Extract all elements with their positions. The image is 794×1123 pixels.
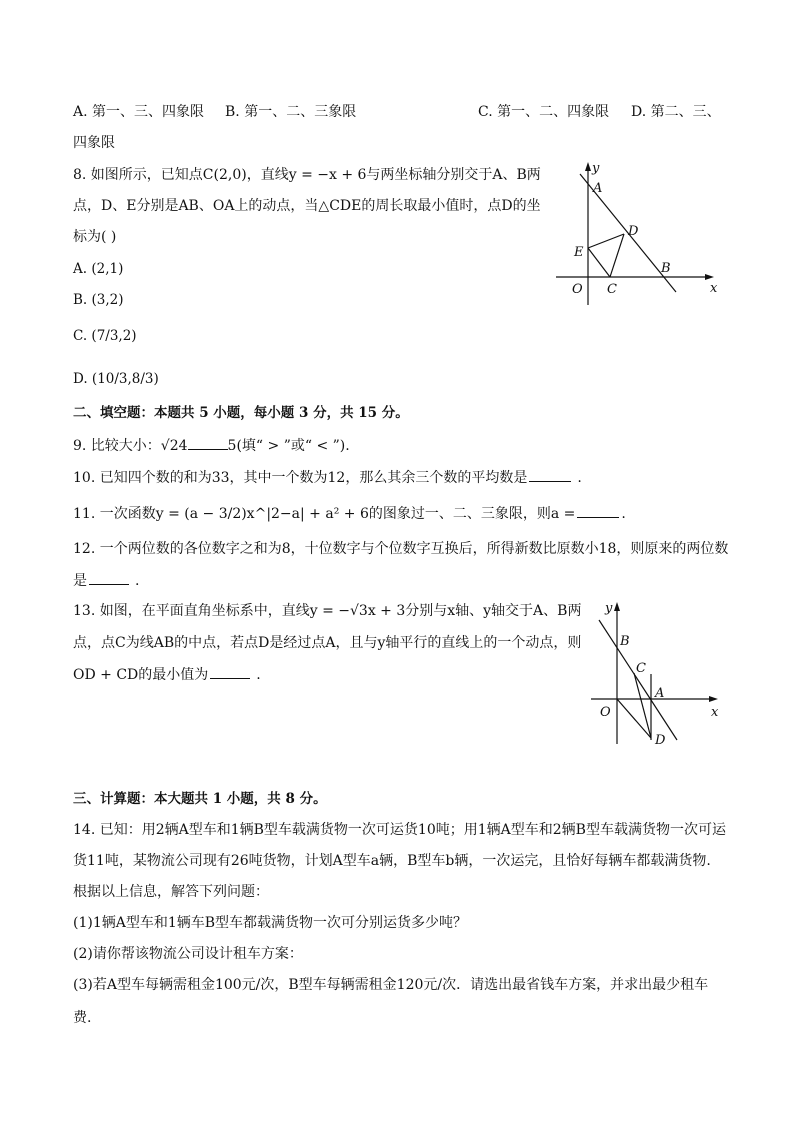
q14-subquestion-2: (2)请你帮该物流公司设计租车方案： [73,946,303,962]
q10-text-pre: 10. 已知四个数的和为33，其中一个数为12，那么其余三个数的平均数是 [73,470,528,486]
q14-subquestion-3-line1: (3)若A型车每辆需租金100元/次，B型车每辆需租金120元/次．请选出最省钱车方案，并求出最少租车 [73,977,709,993]
q13-label-d: D [655,733,666,748]
q12-text-line2 [73,570,139,591]
q12-answer-blank[interactable] [89,570,129,585]
q12-text-line1: 12. 一个两位数的各位数字之和为8，十位数字与个位数字互换后，所得新数比原数小18，则原来的两位数 [73,541,729,557]
q7-option-c: C. 第一、二、四象限 [478,104,610,120]
q14-text-line1: 14. 已知：用2辆A型车和1辆B型车载满货物一次可运货10吨；用1辆A型车和2辆B型车载满货物一次可运 [73,822,726,838]
section-3-heading: 三、计算题：本大题共 1 小题，共 8 分。 [73,791,327,807]
q13-text-line3 [73,664,261,685]
q8-label-e: E [574,245,584,260]
q9-answer-blank[interactable] [188,435,228,450]
q11-text [73,503,626,524]
q14-text-line2: 货11吨，某物流公司现有26吨货物，计划A型车a辆，B型车b辆，一次运完，且恰好每辆车都载满货物. [73,853,711,869]
q9-text [73,435,350,456]
q8-label-d: D [628,224,639,239]
q14-subquestion-1: (1)1辆A型车和1辆车B型车都载满货物一次可分别运货多少吨？ [73,915,468,931]
q8-label-y: y [592,161,600,176]
q8-option-c: C. (7/3,2) [73,328,137,344]
q8-text-line1: 8. 如图所示，已知点C(2,0)，直线y = −x + 6与两坐标轴分别交于A、B两 [73,167,541,183]
q13-label-y: y [605,601,613,616]
q13-x-axis-arrow [709,696,718,702]
q8-label-o: O [572,282,583,297]
q11-answer-blank[interactable] [577,503,619,518]
q13-label-o: O [600,705,611,720]
q13-coordinate-figure [585,598,735,748]
q8-label-x: x [710,281,718,296]
q13-label-b: B [620,634,630,649]
q7-option-a: A. 第一、三、四象限 [73,104,205,120]
q13-label-x: x [711,705,719,720]
q8-label-a: A [593,181,603,196]
q8-label-c: C [607,282,617,297]
q8-text-line2: 点，D、E分别是AB、OA上的动点，当△CDE的周长取最小值时，点D的坐 [73,198,541,214]
q10-text-post: . [577,470,582,486]
q11-text-pre: 11. 一次函数y = (a − 3/2)x^|2−a| + a² + 6的图象过一、二、三象限，则a = [73,506,576,522]
q13-answer-blank[interactable] [210,664,250,679]
section-2-heading: 二、填空题：本题共 5 小题，每小题 3 分，共 15 分。 [73,405,409,421]
q10-answer-blank[interactable] [529,467,571,482]
q8-option-d: D. (10/3,8/3) [73,371,159,387]
q13-y-axis-arrow [614,602,620,611]
q8-option-b: B. (3,2) [73,292,124,308]
q10-text [73,467,582,488]
q11-text-post: . [621,506,626,522]
q8-y-axis-arrow [585,162,591,171]
q8-coordinate-figure [550,160,730,310]
q9-text-pre: 9. 比较大小：√24 [73,438,188,454]
q13-text-line3-post: . [256,667,261,683]
q7-option-b: B. 第一、二、三象限 [225,104,357,120]
q13-text-line2: 点，点C为线AB的中点，若点D是经过点A，且与y轴平行的直线上的一个动点，则 [73,635,582,651]
q8-text-line3: 标为( ) [73,229,117,245]
q12-text-line2-post: . [135,573,140,589]
q9-text-post: 5(填“ > ”或“ < ”). [227,438,350,454]
q13-text-line3-pre: OD + CD的最小值为 [73,667,209,683]
q13-text-line1: 13. 如图，在平面直角坐标系中，直线y = −√3x + 3分别与x轴、y轴交于A、B两 [73,603,582,619]
q7-option-d: D. 第二、三、 [631,104,721,120]
q8-segment-ec [588,248,610,277]
q12-text-line2-pre: 是 [73,573,87,589]
q8-x-axis-arrow [705,274,714,280]
q8-option-a: A. (2,1) [73,261,124,277]
q8-segment-ed [588,234,624,248]
q13-line-ab [599,620,677,740]
q13-label-c: C [636,661,646,676]
q7-option-d-continued: 四象限 [73,135,115,151]
q14-subquestion-3-line2: 费. [73,1010,92,1026]
q8-segment-dc [610,234,624,277]
q13-label-a: A [655,686,665,701]
q14-text-line3: 根据以上信息，解答下列问题： [73,884,269,900]
q8-label-b: B [661,261,671,276]
